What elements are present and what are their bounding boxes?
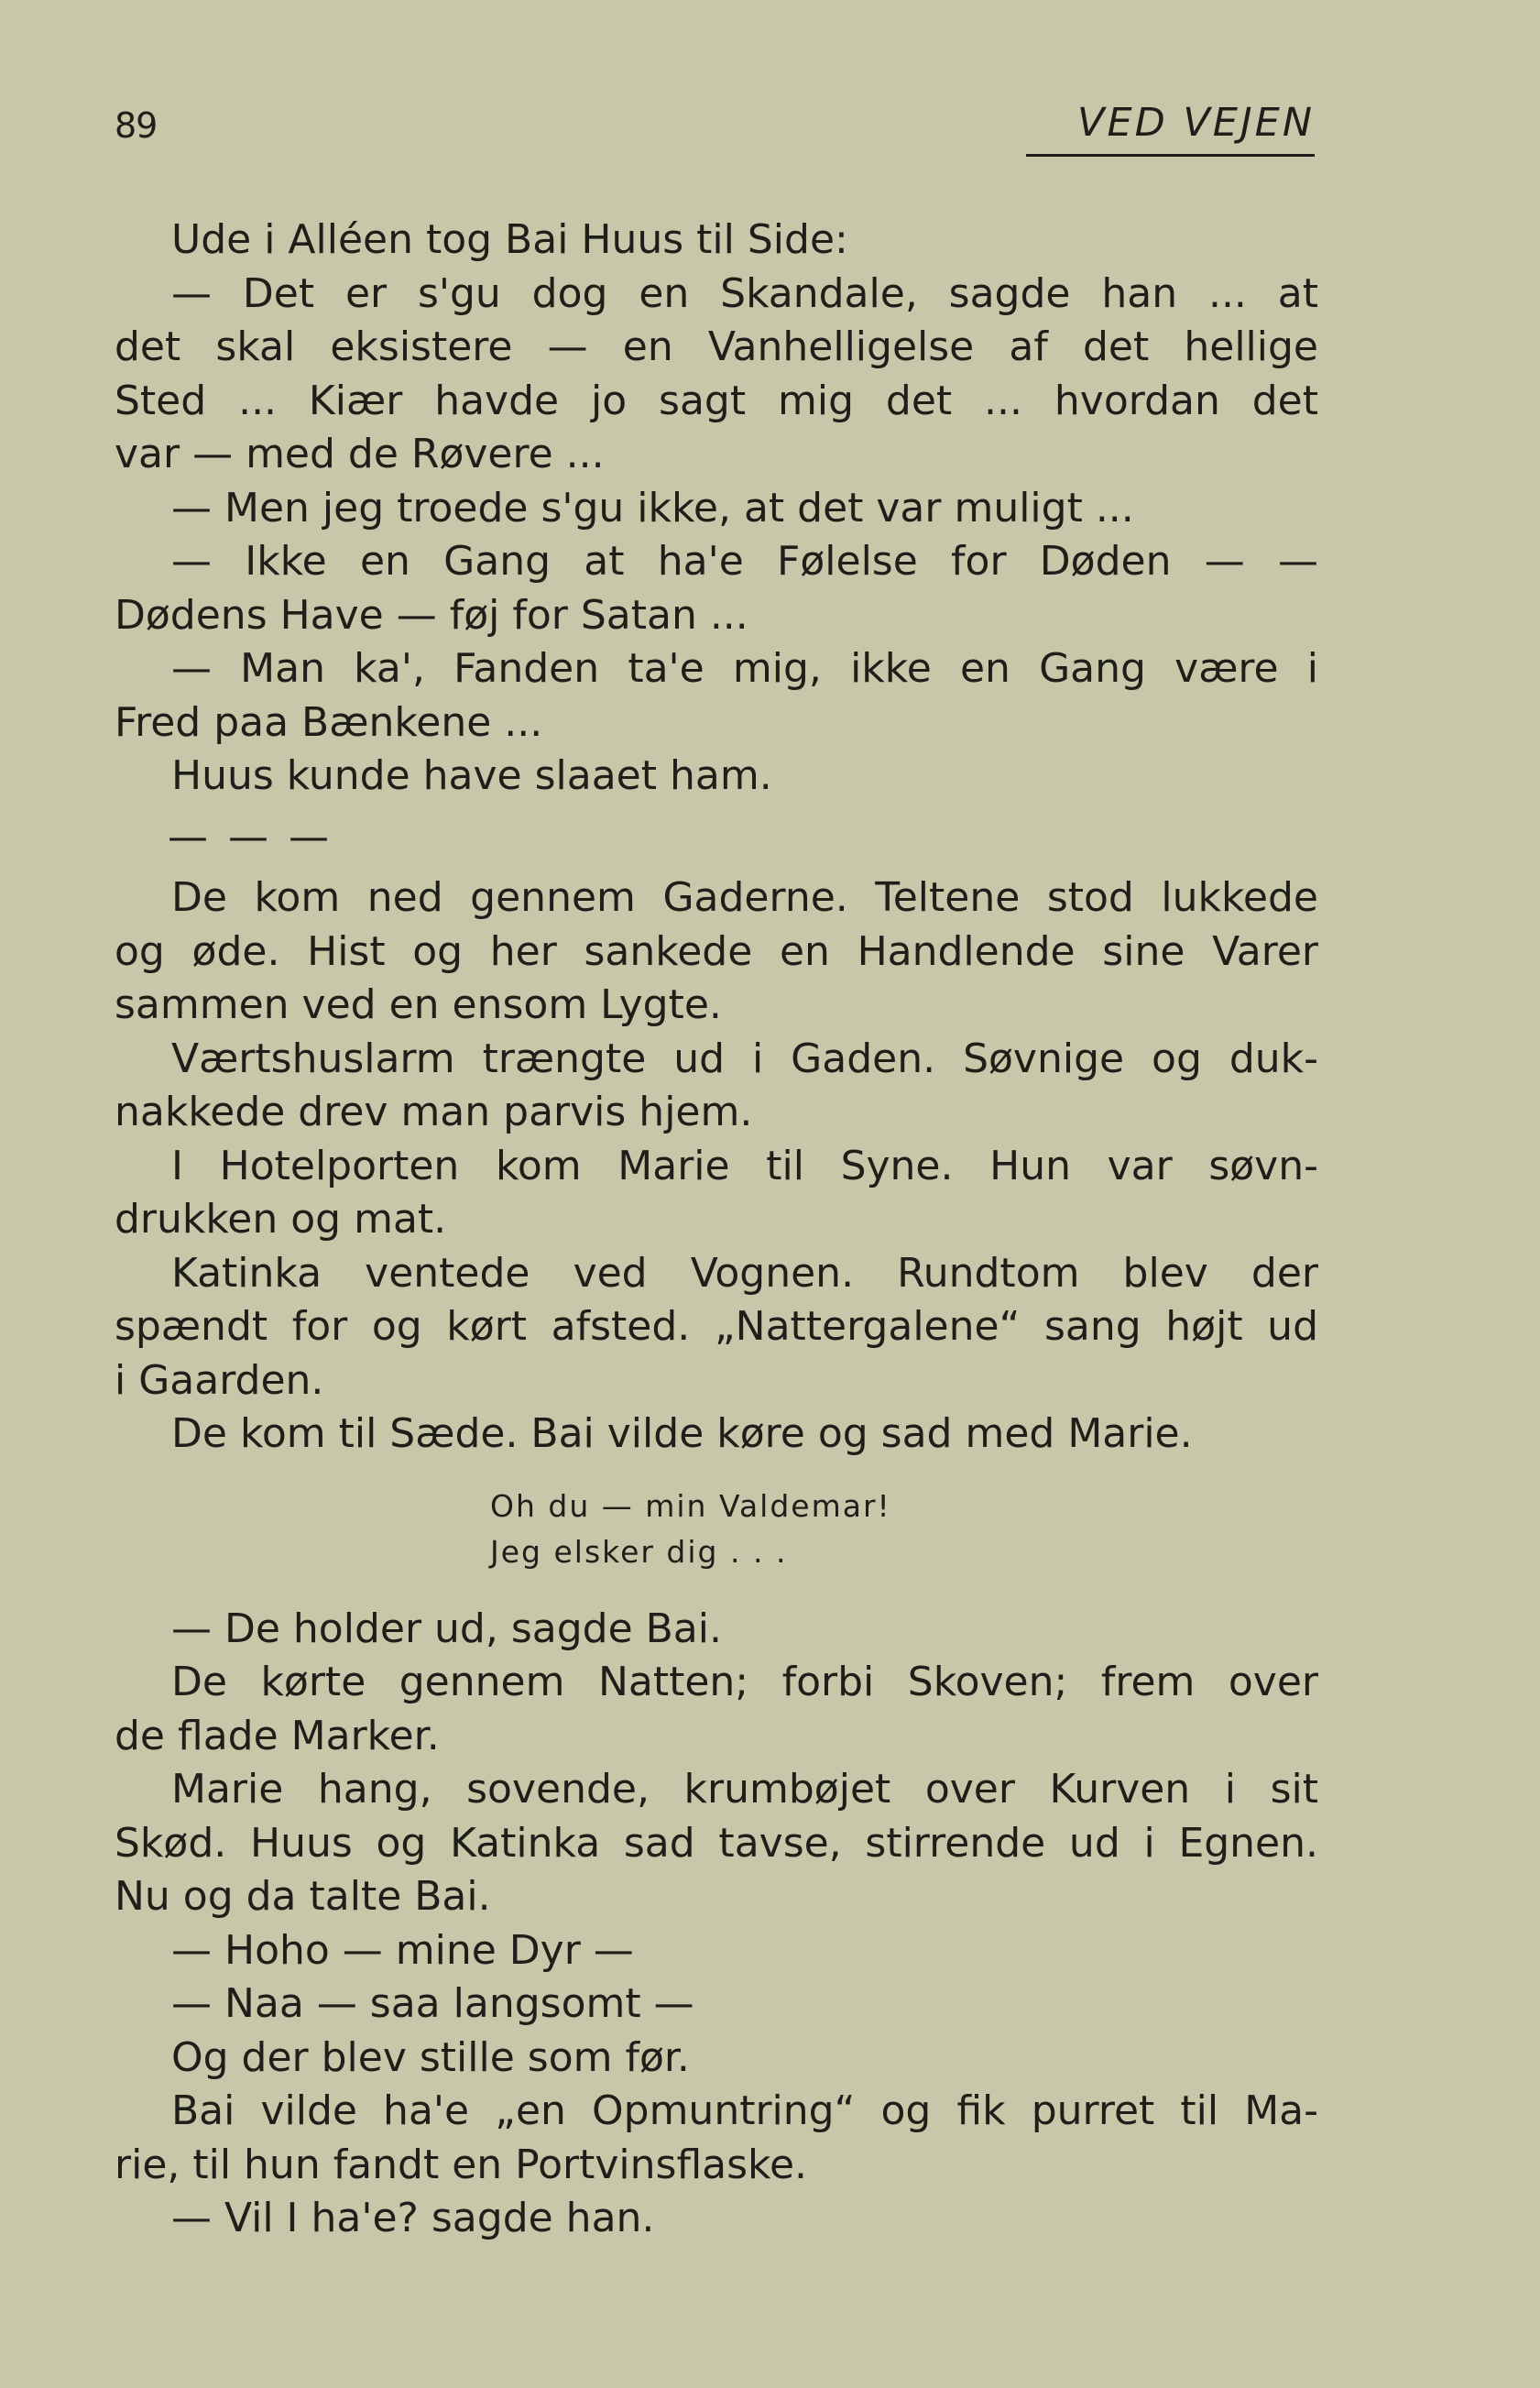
text-line: — Vil I ha'e? sagde han. (171, 2195, 655, 2241)
text-line: Og der blev stille som før. (171, 2033, 690, 2081)
text-line: rie, til hun fandt en Portvinsflaske. (115, 2141, 808, 2188)
running-head: VED VEJEN (1026, 99, 1315, 157)
text-line: Bai vilde ha'e „en Opmuntring“ og fik purret til Ma- (171, 2087, 1318, 2134)
text-line: I Hotelporten kom Marie til Syne. Hun var søvn- (171, 1142, 1318, 1189)
text-line: de flade Marker. (115, 1712, 440, 1759)
paragraph (115, 482, 1318, 536)
text-line: Fred paa Bænkene ... (115, 698, 543, 746)
text-line: Katinka ventede ved Vognen. Rundtom blev der (171, 1249, 1318, 1297)
song-line: Oh du — min Valdemar! (490, 1487, 891, 1524)
paragraph (115, 1656, 1318, 1763)
text-line: i Gaarden. (115, 1356, 324, 1404)
text-line: — Ikke en Gang at ha'e Følelse for Døden — — (171, 538, 1318, 585)
text-line: og øde. Hist og her sankede en Handlende sine Varer (115, 927, 1318, 975)
text-line: Dødens Have — føj for Satan ... (115, 591, 748, 639)
paragraph (115, 750, 1318, 804)
text-line: var — med de Røvere ... (115, 431, 605, 477)
paragraph (115, 1977, 1318, 2032)
text-line: Værtshuslarm trængte ud i Gaden. Søvnige og duk- (171, 1035, 1318, 1082)
paragraph (115, 642, 1318, 750)
paragraph (115, 1247, 1318, 1408)
text-line: — Det er s'gu dog en Skandale, sagde han ... at (171, 269, 1318, 317)
paragraph (115, 2085, 1318, 2192)
text-line: De kørte gennem Natten; forbi Skoven; frem over (171, 1659, 1318, 1705)
text-line: spændt for og kørt afsted. „Nattergalene“ sang højt ud (115, 1303, 1318, 1350)
text-line: — Men jeg troede s'gu ikke, at det var muligt ... (171, 484, 1134, 531)
paragraph (115, 1924, 1318, 1978)
paragraph (115, 535, 1318, 642)
paragraph (115, 1763, 1318, 1924)
text-line: Sted ... Kiær havde jo sagt mig det ... hvordan det (115, 377, 1318, 424)
text-line: Huus kunde have slaaet ham. (171, 752, 772, 799)
paragraph (115, 2032, 1318, 2086)
text-line: — Man ka', Fanden ta'e mig, ikke en Gang være i (171, 645, 1318, 692)
paragraph (115, 1408, 1318, 1462)
paragraph (115, 214, 1318, 268)
text-line: De kom til Sæde. Bai vilde køre og sad med Marie. (171, 1410, 1193, 1457)
text-line: Nu og da talte Bai. (115, 1873, 491, 1920)
text-line: Ude i Alléen tog Bai Huus til Side: (171, 216, 848, 263)
text-line: — Hoho — mine Dyr — (171, 1926, 634, 1974)
paragraph (115, 2192, 1318, 2246)
section-break: — — — (168, 813, 333, 860)
text-line: — Naa — saa langsomt — (171, 1980, 694, 2027)
paragraph (115, 1603, 1318, 1657)
paragraph (115, 871, 1318, 1033)
text-line: — De holder ud, sagde Bai. (171, 1605, 722, 1652)
paragraph (115, 1140, 1318, 1247)
paragraph (115, 268, 1318, 482)
song-line: Jeg elsker dig . . . (490, 1533, 788, 1570)
text-line: sammen ved en ensom Lygte. (115, 981, 722, 1028)
text-line: nakkede drev man parvis hjem. (115, 1089, 753, 1135)
text-line: drukken og mat. (115, 1196, 447, 1243)
song-verse (115, 1484, 1318, 1575)
text-line: det skal eksistere — en Vanhelligelse af det hellige (115, 323, 1318, 370)
text-line: De kom ned gennem Gaderne. Teltene stod lukkede (171, 874, 1318, 921)
text-line: Skød. Huus og Katinka sad tavse, stirrende ud i Egnen. (115, 1819, 1318, 1867)
text-body (115, 214, 1318, 2246)
text-line: Marie hang, sovende, krumbøjet over Kurven i sit (171, 1766, 1318, 1813)
paragraph (115, 1033, 1318, 1140)
page-number: 89 (115, 105, 158, 146)
